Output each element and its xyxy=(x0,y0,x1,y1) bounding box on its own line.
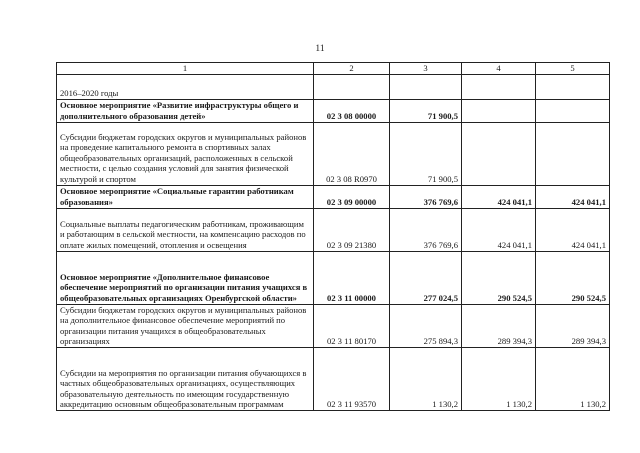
row-value-col3: 71 900,5 xyxy=(390,99,462,122)
column-header-4: 4 xyxy=(462,63,536,75)
row-value-col5: 290 524,5 xyxy=(536,251,610,304)
row-description: Субсидии на мероприятия по организации питания обучающихся в частных общеобразовательных организациях, осуществляющих образовательную деятельность по имеющим государственную аккредитацию основным общеобразовательным программам xyxy=(57,347,314,410)
row-value-col5 xyxy=(536,99,610,122)
row-value-col5: 424 041,1 xyxy=(536,185,610,208)
table-row xyxy=(57,122,610,185)
row-value-col5: 289 394,3 xyxy=(536,304,610,347)
table-row xyxy=(57,304,610,347)
row-description: Основное мероприятие «Дополнительное финансовое обеспечение мероприятий по организации питания учащихся в общеобразовательных организациях Оренбургской области» xyxy=(57,251,314,304)
row-code: 02 3 11 93570 xyxy=(314,347,390,410)
row-code xyxy=(314,74,390,99)
row-value-col3: 376 769,6 xyxy=(390,185,462,208)
row-value-col4: 424 041,1 xyxy=(462,208,536,251)
row-description: Субсидии бюджетам городских округов и муниципальных районов на дополнительное финансовое обеспечение мероприятий по организации питания учащихся в общеобразовательных организациях xyxy=(57,304,314,347)
row-value-col3: 277 024,5 xyxy=(390,251,462,304)
row-value-col3: 376 769,6 xyxy=(390,208,462,251)
row-value-col4: 1 130,2 xyxy=(462,347,536,410)
table-row xyxy=(57,74,610,99)
row-value-col4 xyxy=(462,99,536,122)
row-value-col5: 424 041,1 xyxy=(536,208,610,251)
row-code: 02 3 08 R0970 xyxy=(314,122,390,185)
table-row xyxy=(57,347,610,410)
row-value-col5 xyxy=(536,122,610,185)
row-description: 2016–2020 годы xyxy=(57,74,314,99)
row-code: 02 3 11 00000 xyxy=(314,251,390,304)
page-number: 11 xyxy=(315,44,325,54)
column-header-3: 3 xyxy=(390,63,462,75)
row-value-col5: 1 130,2 xyxy=(536,347,610,410)
column-header-1: 1 xyxy=(57,63,314,75)
row-value-col4: 424 041,1 xyxy=(462,185,536,208)
row-value-col4: 289 394,3 xyxy=(462,304,536,347)
row-description: Основное мероприятие «Социальные гарантии работникам образования» xyxy=(57,185,314,208)
row-description: Основное мероприятие «Развитие инфраструктуры общего и дополнительного образования детей» xyxy=(57,99,314,122)
row-value-col5 xyxy=(536,74,610,99)
row-value-col4: 290 524,5 xyxy=(462,251,536,304)
row-code: 02 3 09 00000 xyxy=(314,185,390,208)
table-row xyxy=(57,99,610,122)
table-row xyxy=(57,208,610,251)
column-header-5: 5 xyxy=(536,63,610,75)
row-code: 02 3 11 80170 xyxy=(314,304,390,347)
row-value-col3: 275 894,3 xyxy=(390,304,462,347)
row-description: Субсидии бюджетам городских округов и муниципальных районов на проведение капитального ремонта в спортивных залах общеобразовательных организаций, расположенных в сельской местности, с целью создания условий для занятия физической культурой и спортом xyxy=(57,122,314,185)
row-value-col3: 1 130,2 xyxy=(390,347,462,410)
row-value-col4 xyxy=(462,74,536,99)
table-row xyxy=(57,251,610,304)
table-row xyxy=(57,185,610,208)
table-header-row xyxy=(57,63,610,75)
row-value-col3: 71 900,5 xyxy=(390,122,462,185)
row-value-col4 xyxy=(462,122,536,185)
row-description: Социальные выплаты педагогическим работникам, проживающим и работающим в сельской местности, на компенсацию расходов по оплате жилых помещений, отопления и освещения xyxy=(57,208,314,251)
row-code: 02 3 08 00000 xyxy=(314,99,390,122)
column-header-2: 2 xyxy=(314,63,390,75)
row-code: 02 3 09 21380 xyxy=(314,208,390,251)
budget-table xyxy=(56,62,610,411)
row-value-col3 xyxy=(390,74,462,99)
